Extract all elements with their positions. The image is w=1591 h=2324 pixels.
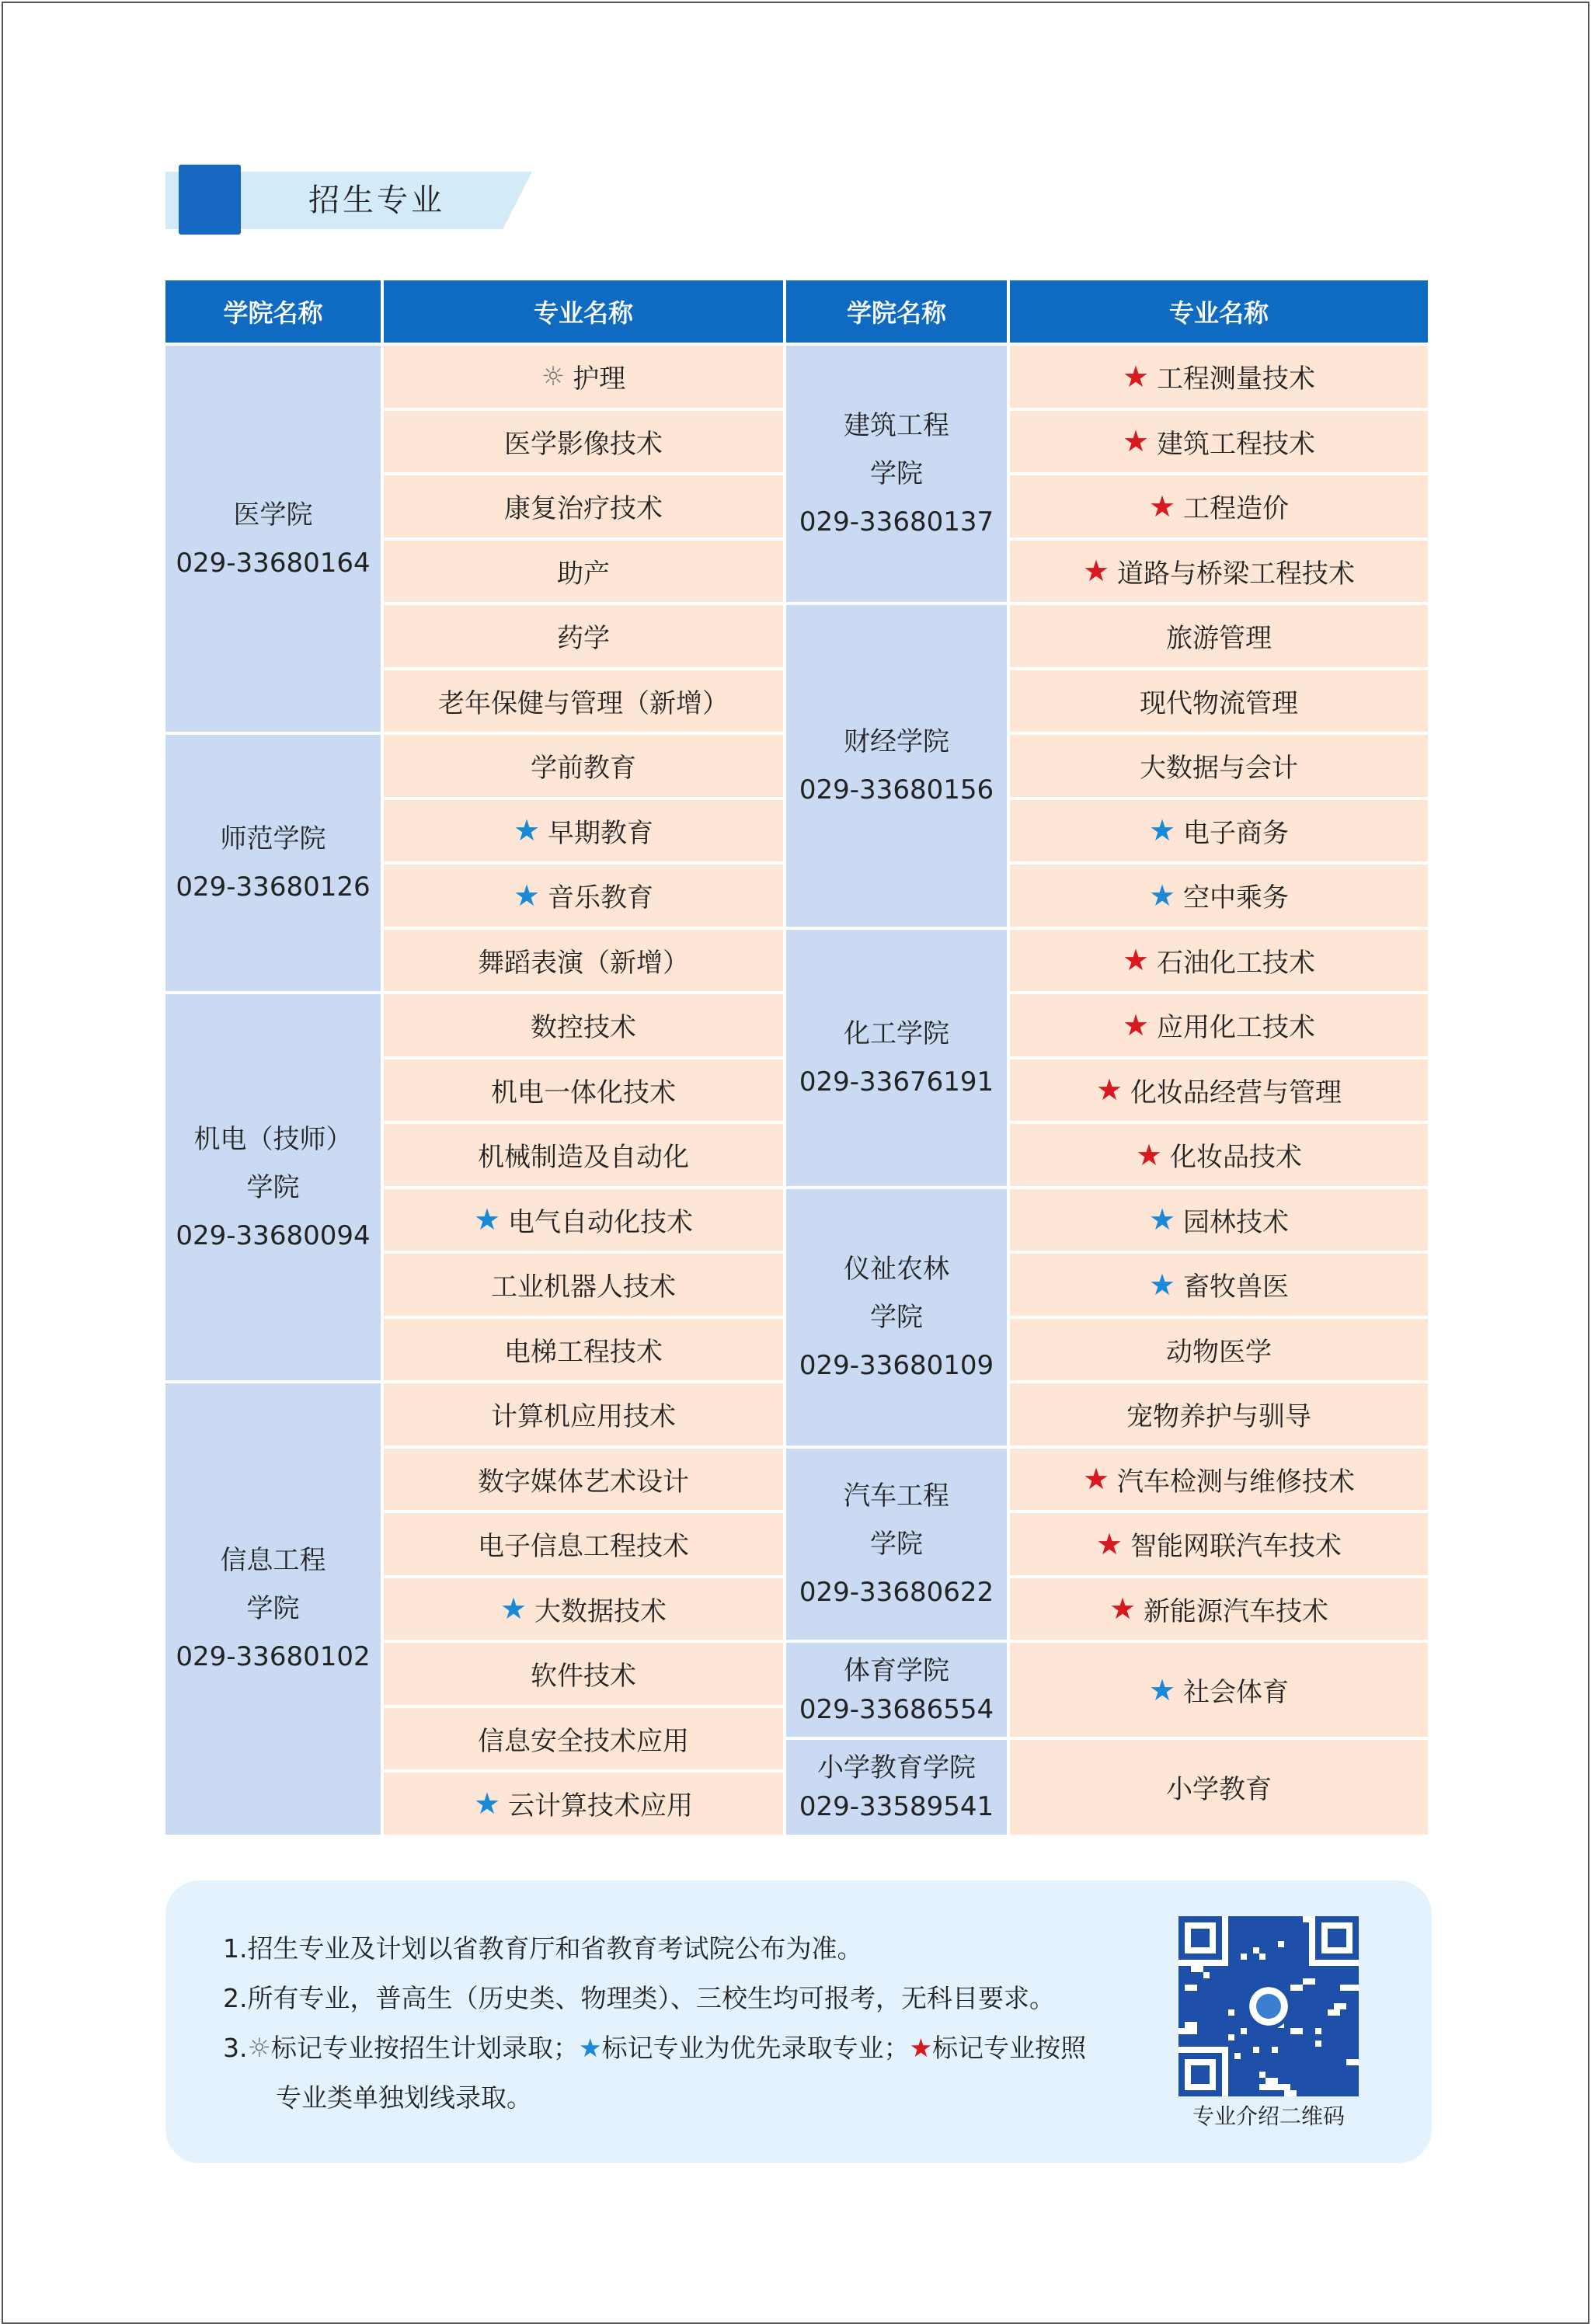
- major-cell: [384, 1059, 783, 1122]
- red-star-icon: ★: [1122, 424, 1150, 459]
- major-name: 电气自动化技术: [508, 1206, 694, 1238]
- major-cell: [384, 1319, 783, 1381]
- major-cell: [384, 865, 783, 927]
- college-name: 汽车工程: [844, 1480, 949, 1512]
- major-cell: [384, 930, 783, 992]
- major-name: 化妆品技术: [1170, 1142, 1303, 1174]
- college-cell: [786, 1449, 1007, 1640]
- table-header-college: 学院名称: [786, 280, 1007, 343]
- college-phone: 029-33680164: [176, 547, 371, 579]
- major-cell: [384, 800, 783, 862]
- blue-star-icon: ★: [1148, 1202, 1176, 1237]
- red-star-icon: ★: [1135, 1137, 1163, 1172]
- major-cell: [1010, 670, 1428, 732]
- major-name: 护理: [573, 364, 626, 395]
- major-cell: [384, 605, 783, 667]
- blue-star-icon: ★: [1148, 1672, 1176, 1707]
- table-header-college: 学院名称: [165, 280, 381, 343]
- college-phone: 029-33680137: [799, 506, 994, 538]
- blue-star-icon: ★: [513, 813, 541, 848]
- major-cell: [384, 1773, 783, 1835]
- college-cell: [786, 346, 1007, 602]
- college-name: 仪祉农林: [844, 1253, 949, 1285]
- college-name: 建筑工程: [844, 410, 949, 441]
- major-cell: [1010, 865, 1428, 927]
- college-phone: 029-33676191: [799, 1066, 994, 1098]
- section-header-marker: [179, 165, 241, 235]
- major-name: 机电一体化技术: [491, 1077, 676, 1108]
- college-name: 医学院: [233, 499, 313, 531]
- red-star-icon: ★: [1082, 1462, 1110, 1497]
- college-name: 化工学院: [844, 1018, 949, 1049]
- major-cell: [1010, 1449, 1428, 1511]
- college-cell: [165, 1383, 381, 1835]
- major-cell: [1010, 605, 1428, 667]
- major-name: 工业机器人技术: [491, 1272, 676, 1303]
- major-name: 化妆品经营与管理: [1130, 1077, 1342, 1108]
- college-name: 信息工程: [220, 1545, 326, 1577]
- red-star-icon: ★: [1122, 1007, 1150, 1042]
- major-cell: [384, 1643, 783, 1705]
- major-name: 空中乘务: [1183, 882, 1290, 914]
- major-name: 智能网联汽车技术: [1130, 1531, 1342, 1563]
- blue-star-icon: ★: [1148, 1267, 1176, 1302]
- red-star-icon: ★: [1122, 943, 1150, 978]
- college-cell: [786, 1740, 1007, 1834]
- qr-caption: 专业介绍二维码: [1192, 2103, 1345, 2129]
- college-name: 财经学院: [844, 725, 949, 757]
- red-star-icon: ★: [909, 2033, 933, 2063]
- major-cell: [384, 475, 783, 538]
- college-cell: [786, 930, 1007, 1186]
- note-2: 2.所有专业，普高生（历史类、物理类）、三校生均可报考，无科目要求。: [223, 1983, 1055, 2013]
- college-phone: 029-33680156: [799, 774, 994, 805]
- red-star-icon: ★: [1109, 1592, 1137, 1626]
- blue-star-icon: ★: [473, 1202, 501, 1237]
- major-name: 医学影像技术: [504, 428, 663, 460]
- major-name: 动物医学: [1166, 1336, 1272, 1368]
- major-name: 畜牧兽医: [1183, 1272, 1290, 1303]
- red-star-icon: ★: [1095, 1526, 1123, 1561]
- sun-icon: ☼: [541, 360, 566, 392]
- major-name: 汽车检测与维修技术: [1117, 1466, 1356, 1498]
- major-cell: [1010, 1740, 1428, 1834]
- major-name: 老年保健与管理（新增）: [438, 687, 729, 719]
- major-name: 早期教育: [548, 817, 654, 849]
- red-star-icon: ★: [1095, 1073, 1123, 1108]
- note-1: 1.招生专业及计划以省教育厅和省教育考试院公布为准。: [223, 1933, 863, 1964]
- college-name: 学院: [870, 1301, 923, 1333]
- major-cell: [384, 1124, 783, 1186]
- major-cell: [384, 735, 783, 797]
- table-header-major: 专业名称: [384, 280, 783, 343]
- major-cell: [1010, 411, 1428, 473]
- note-3-number: 3.: [223, 2033, 248, 2063]
- major-name: 康复治疗技术: [504, 493, 663, 525]
- red-star-icon: ★: [1148, 489, 1176, 524]
- blue-star-icon: ★: [578, 2033, 602, 2063]
- college-cell: [165, 994, 381, 1380]
- major-cell: [1010, 930, 1428, 992]
- major-name: 电子商务: [1183, 817, 1290, 849]
- major-name: 药学: [557, 623, 610, 655]
- major-name: 现代物流管理: [1140, 687, 1298, 719]
- major-name: 信息安全技术应用: [478, 1725, 689, 1757]
- major-cell: [1010, 475, 1428, 538]
- major-cell: [384, 1189, 783, 1251]
- major-name: 数控技术: [531, 1012, 636, 1044]
- major-cell: [1010, 1513, 1428, 1575]
- major-cell: [1010, 1254, 1428, 1316]
- major-cell: [1010, 1383, 1428, 1446]
- major-name: 旅游管理: [1166, 623, 1272, 655]
- college-phone: 029-33680126: [176, 872, 371, 903]
- major-name: 电梯工程技术: [504, 1336, 663, 1368]
- major-cell: [1010, 994, 1428, 1056]
- sun-icon: ☼: [247, 2033, 271, 2064]
- college-cell: [165, 735, 381, 991]
- major-name: 助产: [557, 558, 610, 590]
- major-name: 宠物养护与驯导: [1126, 1401, 1311, 1433]
- major-cell: [1010, 541, 1428, 603]
- major-name: 音乐教育: [548, 882, 654, 914]
- major-cell: [1010, 1319, 1428, 1381]
- major-cell: [384, 346, 783, 408]
- section-title: 招生专业: [308, 183, 445, 218]
- blue-star-icon: ★: [473, 1786, 501, 1821]
- blue-star-icon: ★: [1148, 878, 1176, 913]
- major-name: 数字媒体艺术设计: [478, 1466, 689, 1498]
- college-name: 学院: [870, 458, 923, 489]
- major-name: 道路与桥梁工程技术: [1117, 558, 1356, 590]
- college-cell: [786, 1643, 1007, 1737]
- note-3-red-text: 标记专业按照: [932, 2033, 1087, 2063]
- college-cell: [786, 605, 1007, 927]
- major-name: 新能源汽车技术: [1144, 1595, 1329, 1627]
- major-cell: [1010, 1124, 1428, 1186]
- major-cell: [1010, 1578, 1428, 1640]
- major-name: 计算机应用技术: [491, 1401, 676, 1433]
- major-name: 工程造价: [1183, 493, 1290, 525]
- major-name: 工程测量技术: [1157, 364, 1316, 395]
- blue-star-icon: ★: [513, 878, 541, 913]
- college-phone: 029-33686554: [799, 1693, 994, 1725]
- note-3-sun-text: 标记专业按招生计划录取；: [270, 2033, 579, 2063]
- college-name: 机电（技师）: [193, 1123, 353, 1155]
- blue-star-icon: ★: [500, 1592, 527, 1626]
- major-name: 电子信息工程技术: [478, 1531, 689, 1563]
- college-phone: 029-33680622: [799, 1576, 994, 1608]
- major-cell: [1010, 346, 1428, 408]
- red-star-icon: ★: [1122, 359, 1150, 394]
- major-name: 软件技术: [531, 1661, 636, 1693]
- major-name: 大数据技术: [534, 1595, 667, 1627]
- major-cell: [1010, 1059, 1428, 1122]
- college-cell: [165, 346, 381, 732]
- major-name: 社会体育: [1183, 1677, 1290, 1709]
- college-name: 师范学院: [220, 823, 326, 854]
- major-name: 学前教育: [531, 753, 636, 785]
- major-name: 园林技术: [1183, 1206, 1290, 1238]
- major-name: 机械制造及自动化: [478, 1142, 689, 1174]
- major-name: 应用化工技术: [1157, 1012, 1316, 1044]
- major-name: 大数据与会计: [1140, 753, 1298, 785]
- major-name: 建筑工程技术: [1157, 428, 1316, 460]
- blue-star-icon: ★: [1148, 813, 1176, 848]
- college-cell: [786, 1189, 1007, 1446]
- major-cell: [384, 1513, 783, 1575]
- college-phone: 029-33680109: [799, 1349, 994, 1381]
- college-name: 学院: [246, 1171, 300, 1203]
- college-name: 学院: [870, 1528, 923, 1560]
- major-name: 云计算技术应用: [508, 1790, 694, 1822]
- major-cell: [1010, 800, 1428, 862]
- major-cell: [1010, 735, 1428, 797]
- major-cell: [384, 1578, 783, 1640]
- note-3-blue-text: 标记专业为优先录取专业；: [601, 2033, 910, 2063]
- major-cell: [384, 1708, 783, 1770]
- note-4: 专业类单独划线录取。: [276, 2082, 532, 2113]
- major-cell: [384, 670, 783, 732]
- major-name: 舞蹈表演（新增）: [478, 947, 689, 979]
- major-cell: [1010, 1643, 1428, 1737]
- college-phone: 029-33589541: [799, 1790, 994, 1822]
- major-cell: [384, 541, 783, 603]
- table-header-major: 专业名称: [1010, 280, 1428, 343]
- red-star-icon: ★: [1082, 554, 1110, 589]
- note-3: [223, 2028, 1086, 2065]
- college-name: 体育学院: [844, 1654, 949, 1686]
- notes-box: [165, 1880, 1432, 2163]
- major-name: 石油化工技术: [1157, 947, 1316, 979]
- major-cell: [1010, 1189, 1428, 1251]
- major-name: 小学教育: [1166, 1774, 1272, 1806]
- college-name: 学院: [246, 1593, 300, 1625]
- page: [2, 2, 1589, 2324]
- college-phone: 029-33680094: [176, 1219, 371, 1251]
- major-cell: [384, 411, 783, 473]
- college-phone: 029-33680102: [176, 1641, 371, 1673]
- qr-code-image: [1178, 1916, 1359, 2096]
- major-cell: [384, 1383, 783, 1446]
- major-cell: [384, 1449, 783, 1511]
- major-cell: [384, 994, 783, 1056]
- major-cell: [384, 1254, 783, 1316]
- college-name: 小学教育学院: [817, 1752, 976, 1783]
